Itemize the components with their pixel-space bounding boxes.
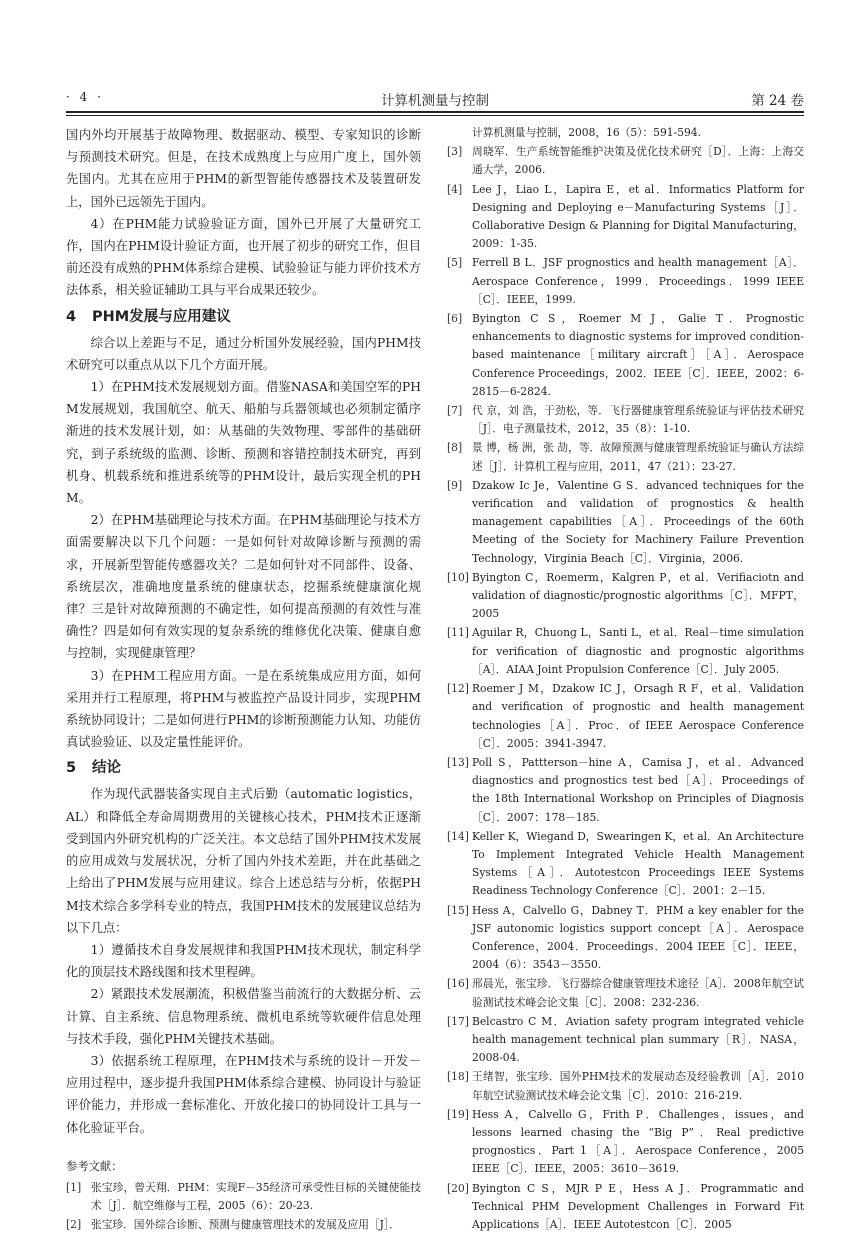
- reference-number: [5]: [447, 256, 463, 270]
- reference-number: [17]: [447, 1014, 469, 1028]
- reference-item: [447, 624, 804, 679]
- reference-text: 代 京，刘 浩，于劲松，等．飞行器健康管理系统验证与评估技术研究［J］．电子测量技术，2012，35（8）：1-10.: [472, 404, 804, 436]
- reference-text: Byington C S，MJR P E，Hess A J．Programmatic and Technical PHM Development Challenges in Forward Fit Applications［A］．IEEE Autotestcon［C］．2005: [472, 1181, 804, 1231]
- reference-number: [14]: [447, 829, 469, 843]
- reference-item: [447, 975, 804, 1011]
- section-number: 5: [66, 760, 77, 777]
- reference-text: Ferrell B L．JSF prognostics and health management［A］．Aerospace Conference，1999．Proceedings．1999 IEEE［C］．IEEE，1999.: [472, 256, 804, 306]
- left-column: [66, 124, 421, 1235]
- section-heading-4: [66, 305, 421, 329]
- reference-text: 王绪智，张宝珍．国外PHM技术的发展动态及经验教训［A］．2010年航空试验测试技术峰会论文集［C］．2010：216-219.: [472, 1070, 804, 1102]
- reference-number: [7]: [447, 404, 463, 418]
- page-number: · 4 ·: [66, 90, 104, 104]
- reference-item: [447, 310, 804, 401]
- reference-item: [447, 569, 804, 624]
- reference-number: [3]: [447, 145, 463, 159]
- reference-text: Byington C S，Roemer M J，Galie T．Prognostic enhancements to diagnostic systems for improved condition-based maintenance［military aircraft］［A］．Aerospace Conference Proceedings，2002．IEEE［C］．IEEE，2002：6-2815－6-2824.: [472, 312, 804, 398]
- reference-item: [447, 680, 804, 753]
- header-rule-thin: [66, 115, 804, 116]
- reference-item: [447, 1068, 804, 1104]
- reference-number: [6]: [447, 312, 463, 326]
- body-paragraph: 作为现代武器装备实现自主式后勤（automatic logistics，AL）和降低全寿命周期费用的关键核心技术，PHM技术正逐渐受到国内外研究机构的广泛关注。本文总结了国外PHM技术发展的应用成效与发展状况，分析了国内外技术差距，并在此基础之上给出了PHM发展与应用建议。综合上述总结与分析，依据PHM技术综合多学科专业的特点，我国PHM技术的发展建议总结为以下几点：: [66, 787, 421, 935]
- reference-text: Belcastro C M．Aviation safety program integrated vehicle health management technical plan summary［R］．NASA，2008-04.: [472, 1014, 804, 1065]
- reference-item: [447, 477, 804, 568]
- journal-title: 计算机测量与控制: [381, 93, 489, 109]
- reference-number: [10]: [447, 570, 469, 584]
- reference-number: [18]: [447, 1070, 469, 1084]
- reference-number: [4]: [447, 182, 463, 196]
- reference-item: [447, 439, 804, 475]
- reference-item: [66, 1179, 421, 1215]
- body-paragraph: 2）在PHM基础理论与技术方面。在PHM基础理论与技术方面需要解决以下几个问题：一是如何针对故障诊断与预测的需求，开展新型智能传感器攻关？二是如何针对不同部件、设备、系统层次，准确地度量系统的健康状态，挖掘系统健康演化规律？三是针对故障预测的不确定性，如何提高预测的有效性与准确性？四是如何有效实现的复杂系统的维修优化决策、健康自愈与控制，实现健康管理？: [66, 513, 421, 661]
- reference-text: Byington C，Roemerm，Kalgren P，et al．Verifiaciotn and validation of diagnostic/prognostic algorithms［C］．MFPT，2005: [472, 570, 804, 621]
- reference-number: [8]: [447, 441, 463, 455]
- reference-item: [447, 124, 804, 142]
- reference-text: Keller K，Wiegand D，Swearingen K，et al．An Architecture To Implement Integrated Vehicle Health Management Systems［A］．Autotestcon Proceedings IEEE Systems Readiness Technology Conference［C］．2001：2－15.: [472, 829, 805, 898]
- reference-text: Aguilar R，Chuong L，Santi L，et al．Real－time simulation for verification of diagnostic and prognostic algorithms［A］．AIAA Joint Propulsion Conference［C］．July 2005.: [472, 626, 804, 676]
- running-header: [66, 88, 804, 112]
- body-paragraph: 1）在PHM技术发展规划方面。借鉴NASA和美国空军的PHM发展规划，我国航空、航天、船舶与兵器领域也必须制定循序渐进的技术发展计划，如：从基础的失效物理、零部件的基础研究，到子系统级的监测、诊断、预测和容错控制技术研究，再到机身、机载系统和推进系统等的PHM设计，最后实现全机的PHM。: [66, 380, 421, 506]
- reference-text: Roemer J M，Dzakow IC J，Orsagh R F，et al．Validation and verification of prognostic and health management technologies［A］．Proc．of IEEE Aerospace Conference［C］．2005：3941-3947.: [472, 682, 804, 750]
- section-number: 4: [66, 308, 77, 325]
- reference-text: 计算机测量与控制，2008，16（5）：591-594.: [472, 126, 701, 139]
- reference-text: Hess A，Calvello G，Frith P．Challenges，issues，and lessons learned chasing the “Big P”．Real predictive prognostics．Part 1［A］．Aerospace Conference，2005 IEEE［C］．IEEE，2005：3610－3619.: [472, 1107, 804, 1176]
- volume-label: 第 24 卷: [751, 93, 804, 109]
- body-paragraph: 综合以上差距与不足，通过分析国外发展经验，国内PHM技术研究可以重点从以下几个方面开展。: [66, 335, 421, 372]
- reference-text: 张宝珍．国外综合诊断、预测与健康管理技术的发展及应用［J］．: [91, 1218, 400, 1232]
- references-heading: 参考文献：: [66, 1159, 123, 1173]
- reference-item: [447, 754, 804, 827]
- reference-text: 邢晨光，张宝珍．飞行器综合健康管理技术途径［A］．2008年航空试验测试技术峰会论文集［C］．2008：232-236.: [472, 977, 804, 1009]
- reference-text: Hess A，Calvello G，Dabney T．PHM a key enabler for the JSF autonomic logistics support concept［A］．Aerospace Conference，2004．Proceedings．2004 IEEE［C］．IEEE，2004（6）：3543－3550.: [472, 903, 804, 972]
- reference-item: [447, 902, 804, 975]
- reference-item: [447, 402, 804, 438]
- reference-text: Lee J，Liao L，Lapira E，et al．Informatics Platform for Designing and Deploying e－Manufacturing Systems［J］．Collaborative Design & Planning for Digital Manufacturing，2009：1-35.: [472, 182, 804, 251]
- reference-item: [447, 1013, 804, 1068]
- reference-number: [1]: [66, 1180, 82, 1194]
- reference-number: [16]: [447, 977, 469, 991]
- body-paragraph: 4）在PHM能力试验验证方面，国外已开展了大量研究工作，国内在PHM设计验证方面，也开展了初步的研究工作，但目前还没有成熟的PHM体系综合建模、试验验证与能力评价技术方法体系，相关验证辅助工具与平台成果还较少。: [66, 216, 421, 298]
- right-column: [447, 124, 804, 1235]
- reference-text: 张宝珍，曾天翔．PHM：实现F－35经济可承受性目标的关键使能技术［J］．航空维修与工程，2005（6）：20-23.: [91, 1180, 421, 1212]
- reference-item: [447, 828, 804, 901]
- reference-number: [2]: [66, 1218, 82, 1232]
- reference-item: [447, 1180, 804, 1235]
- body-paragraph: 国内外均开展基于故障物理、数据驱动、模型、专家知识的诊断与预测技术研究。但是，在技术成熟度上与应用广度上，国外领先国内。尤其在应用于PHM的新型智能传感器技术及装置研发上，国外已远领先于国内。: [66, 128, 421, 209]
- reference-item: [447, 181, 804, 254]
- reference-text: Dzakow Ic Je，Valentine G S．advanced techniques for the verification and validation of prognostics & health management capabilities［A］．Proceedings of the 60th Meeting of the Society for Machinery Failure Prevention Technology，Virginia Beach［C］．Virginia，2006.: [472, 478, 804, 565]
- body-paragraph: 3）依据系统工程原理，在PHM技术与系统的设计－开发－应用过程中，逐步提升我国PHM体系综合建模、协同设计与验证评价能力，并形成一套标准化、开放化接口的协同设计工具与一体化验证平台。: [66, 1053, 421, 1135]
- reference-number: [13]: [447, 755, 469, 769]
- reference-number: [9]: [447, 478, 463, 492]
- reference-number: [15]: [447, 903, 469, 917]
- reference-text: 周晓军．生产系统智能维护决策及优化技术研究［D］．上海：上海交通大学，2006.: [472, 145, 804, 177]
- reference-item: [447, 254, 804, 309]
- section-title: PHM发展与应用建议: [92, 308, 231, 325]
- section-heading-5: [66, 756, 421, 780]
- reference-item: [447, 143, 804, 179]
- reference-text: Poll S，Pattterson－hine A，Camisa J，et al．Advanced diagnostics and prognostics test bed［A］．Proceedings of the 18th International Workshop on Principles of Diagnosis［C］．2007：178－185.: [472, 755, 804, 824]
- body-paragraph: 3）在PHM工程应用方面。一是在系统集成应用方面，如何采用并行工程原理，将PHM与被监控产品设计同步，实现PHM系统协同设计；二是如何进行PHM的诊断预测能力认知、功能仿真试验验证、以及定量性能评价。: [66, 668, 421, 750]
- reference-number: [12]: [447, 682, 469, 696]
- reference-item: [447, 1106, 804, 1179]
- section-title: 结论: [92, 760, 121, 777]
- reference-number: [11]: [447, 626, 469, 640]
- reference-number: [20]: [447, 1181, 469, 1195]
- header-rule-thick: [66, 111, 804, 113]
- reference-text: 景 博，杨 洲，张 劼，等．故障预测与健康管理系统验证与确认方法综述［J］．计算机工程与应用，2011，47（21）：23-27.: [472, 441, 804, 473]
- reference-number: [19]: [447, 1107, 469, 1121]
- reference-number: [447, 124, 472, 142]
- body-paragraph: 2）紧跟技术发展潮流，积极借鉴当前流行的大数据分析、云计算、自主系统、信息物理系统、微机电系统等软硬件信息处理与技术手段，强化PHM关键技术基础。: [66, 987, 421, 1046]
- body-paragraph: 1）遵循技术自身发展规律和我国PHM技术现状，制定科学化的顶层技术路线图和技术里程碑。: [66, 942, 421, 980]
- reference-item: [66, 1216, 421, 1234]
